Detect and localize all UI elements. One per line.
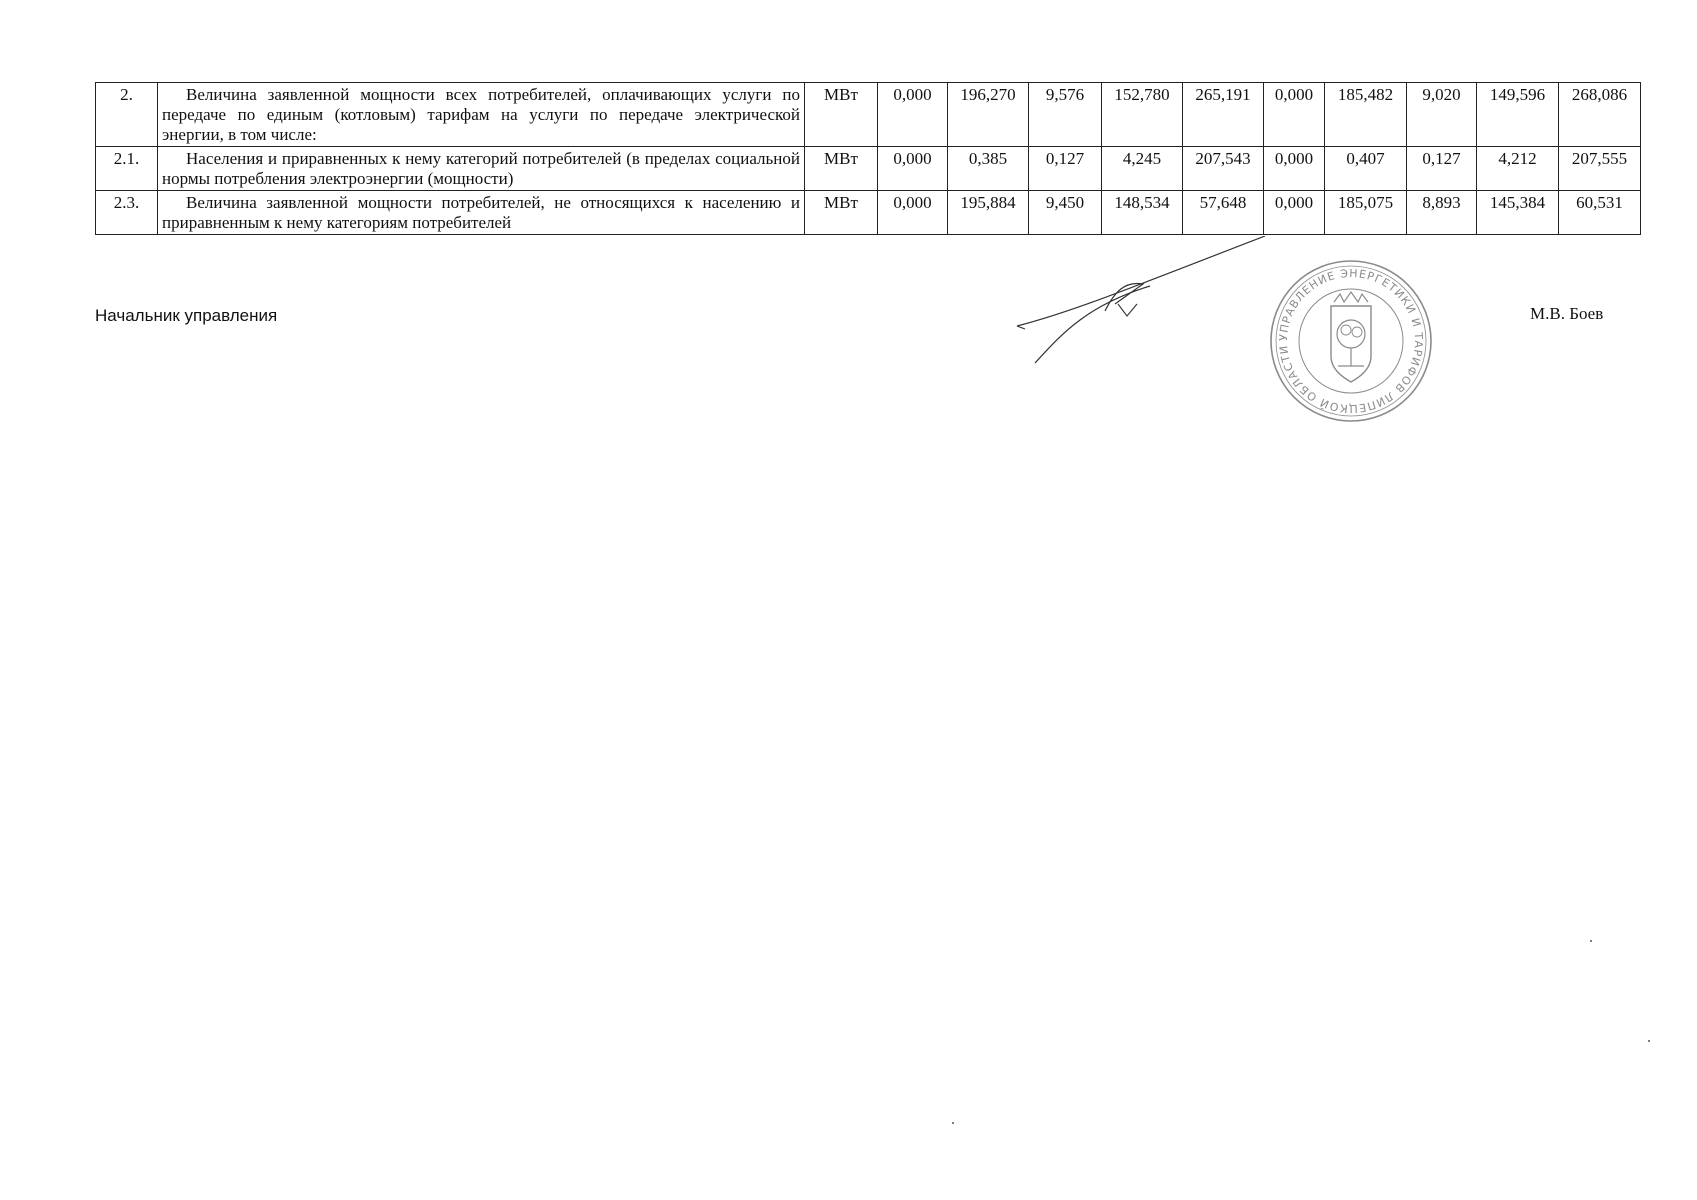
row-unit: МВт <box>805 147 878 191</box>
value-cell: 152,780 <box>1102 83 1183 147</box>
seal-text: УПРАВЛЕНИЕ ЭНЕРГЕТИКИ И ТАРИФОВ ЛИПЕЦКОЙ ОБЛАСТИ <box>1276 266 1426 416</box>
signatory-title: Начальник управления <box>95 306 278 325</box>
value-cell: 185,075 <box>1325 191 1407 235</box>
value-cell: 145,384 <box>1477 191 1559 235</box>
scan-speck <box>1648 1040 1650 1042</box>
power-capacity-table <box>95 82 1641 235</box>
row-unit: МВт <box>805 191 878 235</box>
signatory-name: М.В. Боев <box>1530 304 1604 323</box>
value-cell: 0,000 <box>878 83 948 147</box>
value-cell: 60,531 <box>1559 191 1641 235</box>
value-cell: 9,450 <box>1029 191 1102 235</box>
table-row <box>96 191 1641 235</box>
value-cell: 4,212 <box>1477 147 1559 191</box>
row-unit: МВт <box>805 83 878 147</box>
scan-speck <box>952 1122 954 1124</box>
value-cell: 9,020 <box>1407 83 1477 147</box>
official-seal <box>1268 258 1434 424</box>
value-cell: 0,000 <box>1264 147 1325 191</box>
value-cell: 185,482 <box>1325 83 1407 147</box>
value-cell: 195,884 <box>948 191 1029 235</box>
value-cell: 0,385 <box>948 147 1029 191</box>
row-description: Величина заявленной мощности потребителей, не относящихся к населению и приравненным к нему категориям потребителей <box>158 191 805 235</box>
value-cell: 265,191 <box>1183 83 1264 147</box>
value-cell: 0,127 <box>1029 147 1102 191</box>
row-number: 2.1. <box>96 147 158 191</box>
value-cell: 57,648 <box>1183 191 1264 235</box>
value-cell: 9,576 <box>1029 83 1102 147</box>
value-cell: 0,000 <box>1264 83 1325 147</box>
scan-speck <box>1590 940 1592 942</box>
row-number: 2.3. <box>96 191 158 235</box>
value-cell: 0,000 <box>1264 191 1325 235</box>
value-cell: 148,534 <box>1102 191 1183 235</box>
row-description: Величина заявленной мощности всех потребителей, оплачивающих услуги по передаче по единым (котловым) тарифам на услуги по передаче электрической энергии, в том числе: <box>158 83 805 147</box>
value-cell: 149,596 <box>1477 83 1559 147</box>
value-cell: 207,555 <box>1559 147 1641 191</box>
row-number: 2. <box>96 83 158 147</box>
handwritten-signature <box>1015 236 1265 366</box>
value-cell: 4,245 <box>1102 147 1183 191</box>
value-cell: 0,407 <box>1325 147 1407 191</box>
row-description: Населения и приравненных к нему категорий потребителей (в пределах социальной нормы потребления электроэнергии (мощности) <box>158 147 805 191</box>
value-cell: 8,893 <box>1407 191 1477 235</box>
value-cell: 196,270 <box>948 83 1029 147</box>
table-row <box>96 83 1641 147</box>
value-cell: 0,000 <box>878 191 948 235</box>
value-cell: 268,086 <box>1559 83 1641 147</box>
table-body <box>96 83 1641 235</box>
value-cell: 207,543 <box>1183 147 1264 191</box>
table-row <box>96 147 1641 191</box>
value-cell: 0,000 <box>878 147 948 191</box>
value-cell: 0,127 <box>1407 147 1477 191</box>
